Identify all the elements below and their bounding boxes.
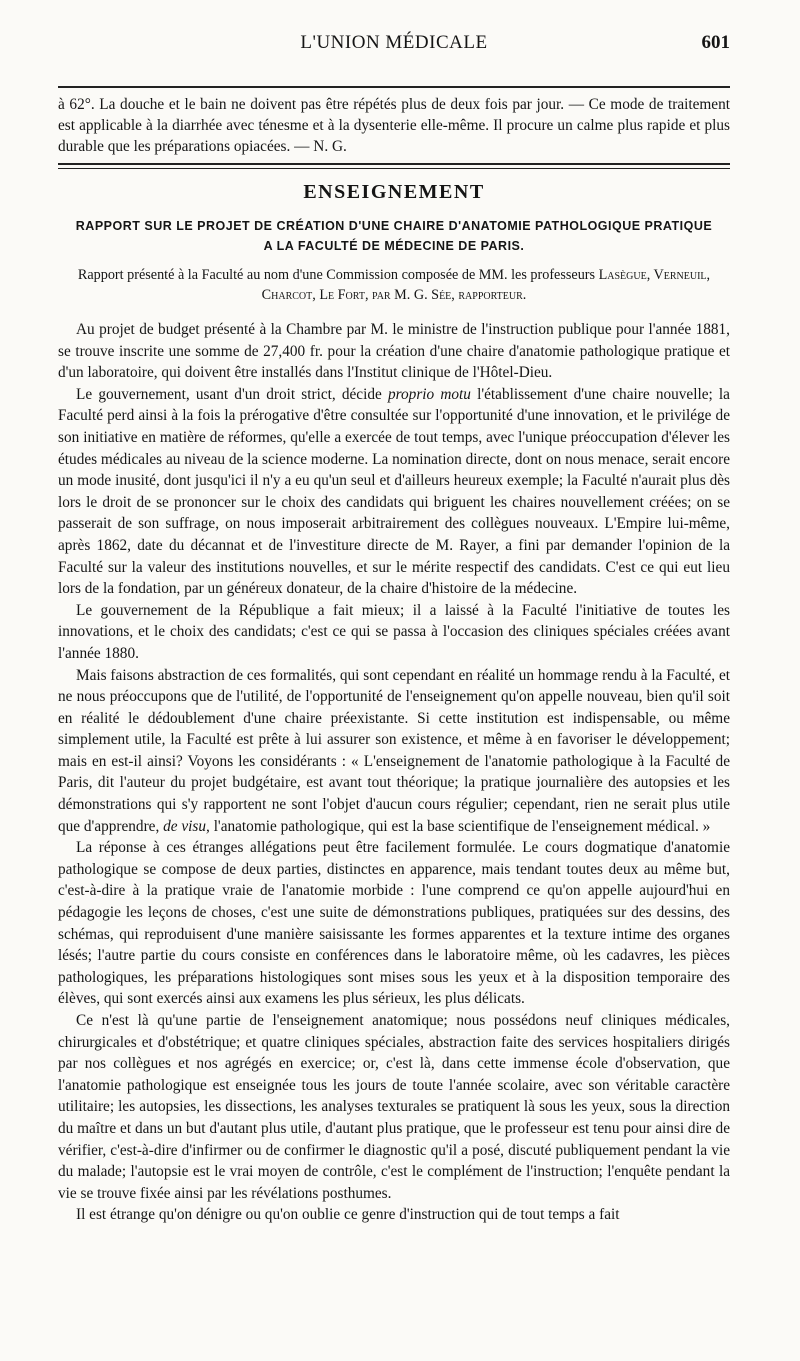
paragraph-2-end: l'établissement d'une chaire nouvelle; la Faculté perd ainsi à la fois la prérogative d'être consultée sur l'opportunité d'une innovation, et le privilége de son initiative en matière de réformes, qu'elle a exercée de tout temps, avec l'unique préoccupation d'élever les études médicales au niveau de la science moderne. La nomination directe, dont on nous menace, serait encore un mode inusité, dont jusqu'ici il n'y a eu qu'un seul et d'ailleurs heureux exemple; la Faculté n'aurait plus dès lors le droit de se prononcer sur le choix des candidats qui briguent les chaires nouvellement créées; on se passerait de son suffrage, on nous imposerait arbitrairement des collègues nouveaux. L'Empire lui-même, après 1862, date du décannat et de l'investiture directe de M. Rayer, a fini par demander l'opinion de la Faculté sur la valeur des institutions nouvelles, et sur le mérite respectif des candidats. C'est ce qui eut lieu lors de la fondation, par un généreux donateur, de la chaire d'histoire de la médecine. bbox=[58, 385, 730, 598]
paragraph-2-italic: proprio motu bbox=[387, 385, 471, 403]
paragraph-4-start: Mais faisons abstraction de ces formalités, qui sont cependant en réalité un hommage rendu à la Faculté, et ne nous préoccupons que de l'utilité, de l'opportunité de l'enseignement qu'on appelle nouveau, bien qu'il soit en réalité le dédoublement d'une chaire préexistante. Si cette institution est indispensable, ou même simplement utile, la Faculté est prête à lui assurer son existence, et même à en favoriser le développement; mais en est-il ainsi? Voyons les considérants : « L'enseignement de l'anatomie pathologique à la Faculté de Paris, dit l'auteur du projet budgétaire, est avant tout théorique; la pratique journalière des autopsies et les démonstrations qui s'y rapportent ne sont l'objet d'aucun cours régulier; cependant, rien ne serait plus utile que d'apprendre, bbox=[58, 666, 730, 835]
page-number: 601 bbox=[701, 32, 730, 53]
byline-professors: Lasègue, Verneuil, Charcot, Le Fort, bbox=[261, 267, 711, 303]
paragraph-4-italic: de visu, bbox=[163, 817, 210, 835]
paragraph-4 bbox=[58, 665, 730, 838]
byline-rapporteur: par M. G. Sée, rapporteur. bbox=[372, 286, 527, 303]
running-title: L'UNION MÉDICALE bbox=[300, 32, 488, 53]
paragraph-4-end: l'anatomie pathologique, qui est la base scientifique de l'enseignement médical. » bbox=[213, 817, 711, 835]
report-byline bbox=[58, 266, 730, 305]
paragraph-3: Le gouvernement de la République a fait mieux; il a laissé à la Faculté l'initiative de toutes les innovations, et le choix des candidats; c'est ce qui se passa à l'occasion des cliniques spéciales créées avant l'année 1880. bbox=[58, 601, 730, 662]
paragraph-7: Il est étrange qu'on dénigre ou qu'on oublie ce genre d'instruction qui de tout temps a fait bbox=[76, 1206, 620, 1224]
preceding-note: à 62°. La douche et le bain ne doivent pas être répétés plus de deux fois par jour. — Ce mode de traitement est applicable à la diarrhée avec ténesme et à la dysenterie elle-même. Il procure un calme plus rapide et plus durable que les préparations opiacées. — N. G. bbox=[58, 96, 730, 155]
report-title-line-2: A LA FACULTÉ DE MÉDECINE DE PARIS. bbox=[263, 239, 525, 253]
section-title: ENSEIGNEMENT bbox=[303, 181, 485, 203]
paragraph-2 bbox=[58, 384, 730, 600]
byline-start: Rapport présenté à la Faculté au nom d'une Commission composée de MM. les professeurs bbox=[77, 267, 596, 283]
paragraph-6: Ce n'est là qu'une partie de l'enseignement anatomique; nous possédons neuf cliniques médicales, chirurgicales et d'obstétrique; et quatre cliniques spéciales, abstraction faite des services hospitaliers dirigés par nos collègues et nos agrégés en exercice; or, c'est là, dans cette immense école d'observation, que l'anatomie pathologique est enseignée tous les jours de toute l'année scolaire, avec son véritable caractère utilitaire; les autopsies, les dissections, les analyses texturales se pratiquent là sous les yeux, sous la direction du maître et dans un but d'autant plus utile, d'autant plus pratique, que le professeur est tenu pour ainsi dire de vérifier, c'est-à-dire d'infirmer ou de confirmer le diagnostic qu'il a posé, discuté publiquement pendant la vie du malade; l'autopsie est le vrai moyen de contrôle, c'est le complément de l'instruction; l'enquête pendant la vie se trouve fixée ainsi par les révélations posthumes. bbox=[58, 1012, 730, 1202]
paragraph-5: La réponse à ces étranges allégations peut être facilement formulée. Le cours dogmatique d'anatomie pathologique se compose de deux parties, distinctes en apparence, mais tendant toutes deux au même but, c'est-à-dire à la pratique vraie de l'anatomie morbide : l'une comprend ce qu'on appelle aujourd'hui en pédagogie les leçons de choses, c'est une suite de démonstrations publiques, pratiquées sur des dessins, des schémas, qui reproduisent d'une manière saisissante les formes apparentes et la texture intime des organes lésés; l'autre partie du cours consiste en conférences dans le laboratoire même, où les cadavres, les pièces pathologiques, les préparations histologiques sont mises sous les yeux et à la disposition temporaire des élèves, qui sont exercés ainsi aux examens les plus sérieux, les plus délicats. bbox=[58, 839, 730, 1008]
page-header bbox=[58, 26, 730, 60]
paragraph-1: Au projet de budget présenté à la Chambre par M. le ministre de l'instruction publique pour l'année 1881, se trouve inscrite une somme de 27,400 fr. pour la création d'une chaire d'anatomie pathologique pratique et d'un laboratoire, qui doivent être installés dans l'Institut clinique de l'Hôtel-Dieu. bbox=[58, 321, 730, 382]
report-title bbox=[58, 216, 730, 256]
header-rule bbox=[58, 86, 730, 88]
section-divider bbox=[58, 163, 730, 169]
report-title-line-1: RAPPORT SUR LE PROJET DE CRÉATION D'UNE CHAIRE D'ANATOMIE PATHOLOGIQUE PRATIQUE bbox=[75, 219, 713, 233]
paragraph-2-start: Le gouvernement, usant d'un droit strict, décide bbox=[76, 385, 382, 403]
